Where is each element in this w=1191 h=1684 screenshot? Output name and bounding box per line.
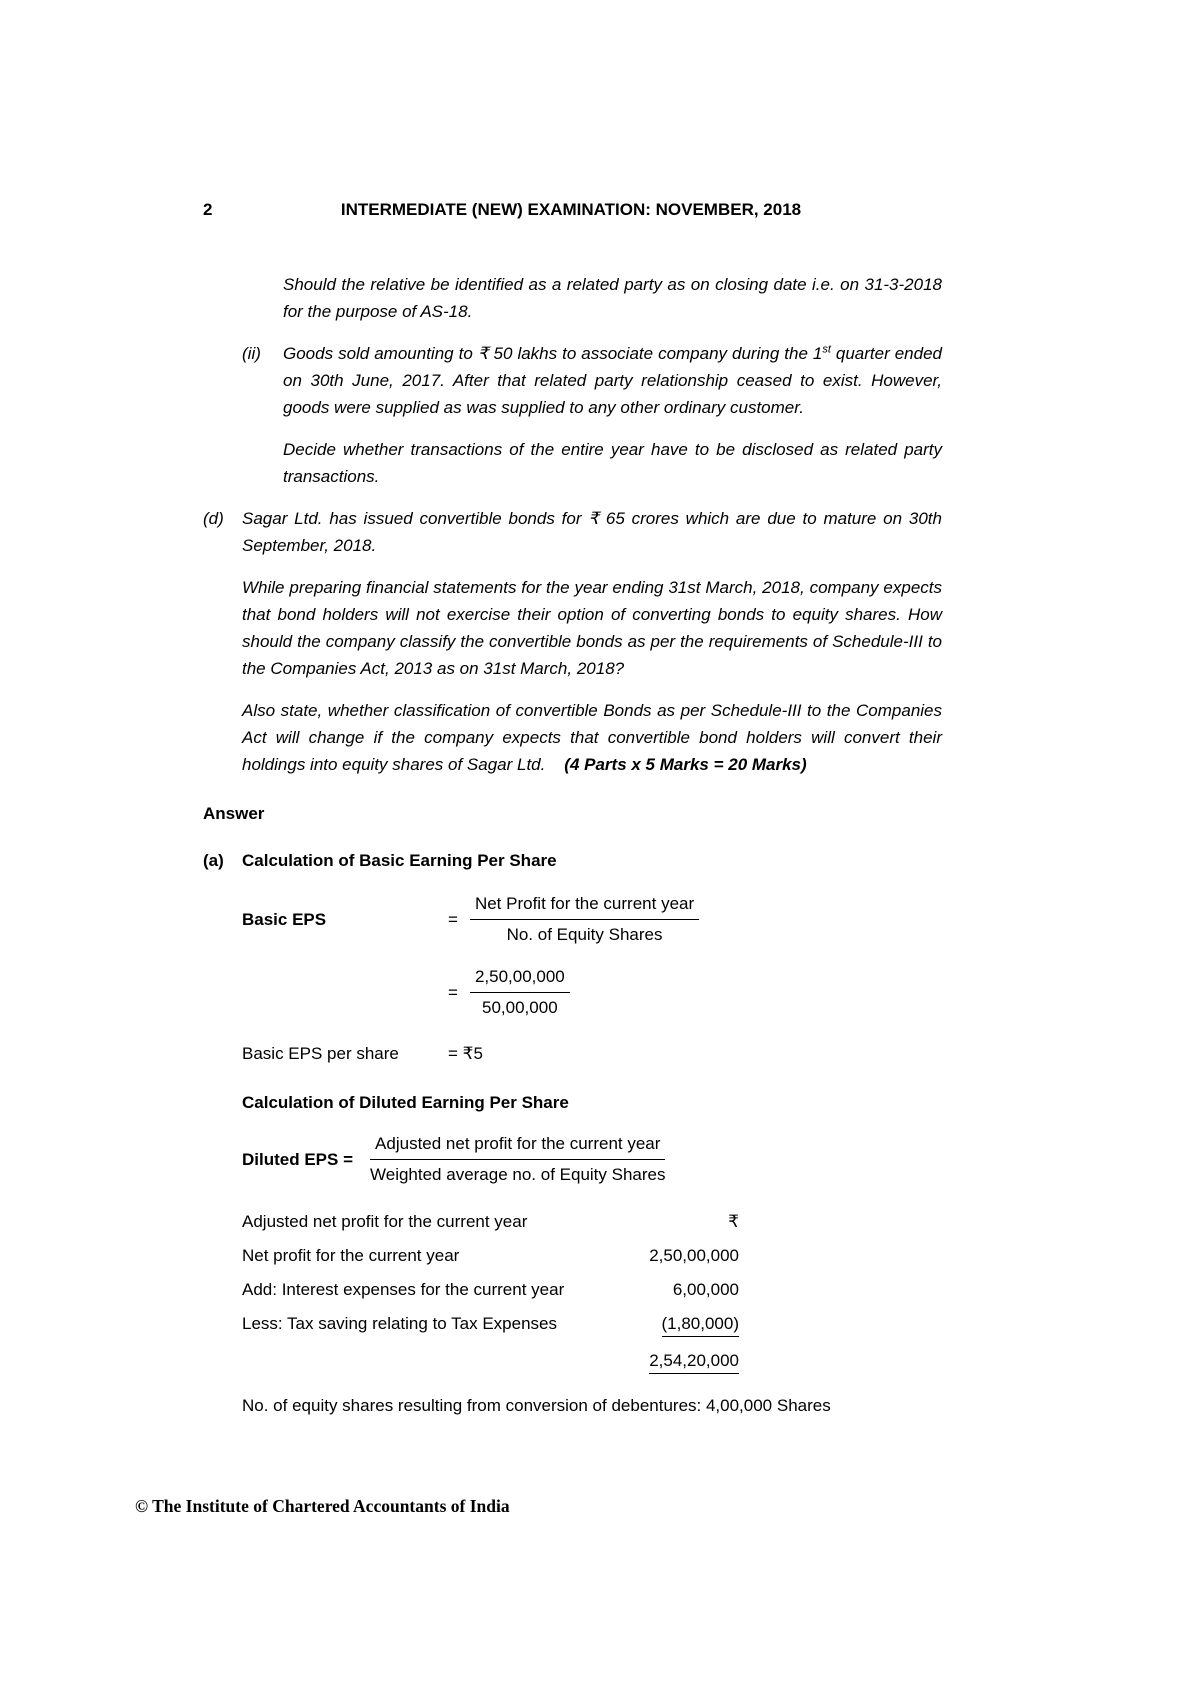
row-value: (1,80,000) [662,1313,740,1337]
row-label: Net profit for the current year [242,1246,460,1265]
fraction3-numerator: Adjusted net profit for the current year [370,1132,665,1160]
adjusted-profit-statement [242,1211,739,1374]
part-a-label: (a) [203,851,224,870]
diluted-eps-formula [242,1132,942,1187]
conversion-note: No. of equity shares resulting from conversion of debentures: 4,00,000 Shares [242,1396,831,1415]
basic-eps-fraction [470,892,699,947]
copyright-footer: © The Institute of Chartered Accountants of India [135,1496,510,1516]
per-share-label: Basic EPS per share [242,1044,399,1063]
exam-title: INTERMEDIATE (NEW) EXAMINATION: NOVEMBER, 2018 [340,200,802,219]
basic-eps-result [242,1040,942,1067]
question-ii-superscript: st [822,343,831,356]
question-ii-decide: Decide whether transactions of the entire year have to be disclosed as related party transactions. [283,440,942,486]
question-d-text3 [242,697,942,778]
part-a-title: Calculation of Basic Earning Per Share [242,851,557,870]
page-content [200,196,942,1419]
question-ii-body [283,340,942,490]
marks-note: (4 Parts x 5 Marks = 20 Marks) [564,755,807,774]
answer-heading: Answer [203,804,265,823]
total-value: 2,54,20,000 [649,1350,739,1374]
question-item-ii [200,340,942,490]
question-d-body [242,505,942,778]
fraction1-numerator: Net Profit for the current year [470,892,699,920]
basic-eps-value-fraction [470,965,570,1020]
question-ii-text-a: Goods sold amounting to ₹ 50 lakhs to associate company during the 1 [283,344,823,363]
basic-eps-values [242,965,942,1020]
diluted-eps-label: Diluted EPS = [242,1150,353,1169]
equals-sign: = [448,983,458,1002]
per-share-value: = ₹5 [448,1044,483,1063]
row-label: Add: Interest expenses for the current year [242,1280,565,1299]
table-row [242,1245,739,1266]
question-item-d [200,505,942,778]
diluted-eps-heading: Calculation of Diluted Earning Per Share [242,1093,569,1112]
part-a-heading [200,847,942,874]
question-ii-text-b: quarter ended on 30th June, 2017. After that related party relationship ceased to exist. However, goods were supplied as was supplied to any other ordinary customer. [283,344,942,417]
table-row [242,1313,739,1337]
question-intro: Should the relative be identified as a related party as on closing date i.e. on 31-3-2018 for the purpose of AS-18. [283,275,942,321]
row-label: Adjusted net profit for the current year [242,1212,528,1231]
answer-section [200,800,942,1419]
question-d-text2: While preparing financial statements for the year ending 31st March, 2018, company expects that bond holders will not exercise their option of converting bonds to equity shares. How should the company classify the convertible bonds as per the requirements of Schedule-III to the Companies Act, 2013 as on 31st March, 2018? [242,578,942,678]
fraction1-denominator: No. of Equity Shares [506,925,663,944]
question-d-text3-body: Also state, whether classification of convertible Bonds as per Schedule-III to the Companies Act will change if the company expects that convertible bond holders will convert their holdings into equity shares of Sagar Ltd. [242,701,942,774]
page-number: 2 [203,200,213,219]
question-d-text1: Sagar Ltd. has issued convertible bonds for ₹ 65 crores which are due to mature on 30th September, 2018. [242,509,942,555]
question-ii-label: (ii) [242,344,261,363]
basic-eps-formula [242,892,942,947]
fraction3-denominator: Weighted average no. of Equity Shares [370,1165,666,1184]
row-label: Less: Tax saving relating to Tax Expenses [242,1314,557,1333]
table-row [242,1211,739,1232]
question-section [200,271,942,778]
table-row-total [242,1350,739,1374]
question-d-label: (d) [203,509,224,528]
row-value: 6,00,000 [672,1280,739,1299]
question-ii-text [283,340,942,421]
fraction2-numerator: 2,50,00,000 [470,965,570,993]
page-header [200,196,942,223]
table-row [242,1279,739,1300]
fraction2-denominator: 50,00,000 [482,998,558,1017]
row-value: 2,50,00,000 [649,1246,739,1265]
equals-sign: = [448,910,458,929]
row-value: ₹ [728,1212,739,1231]
diluted-eps-fraction [370,1132,665,1187]
basic-eps-label: Basic EPS [242,910,327,929]
